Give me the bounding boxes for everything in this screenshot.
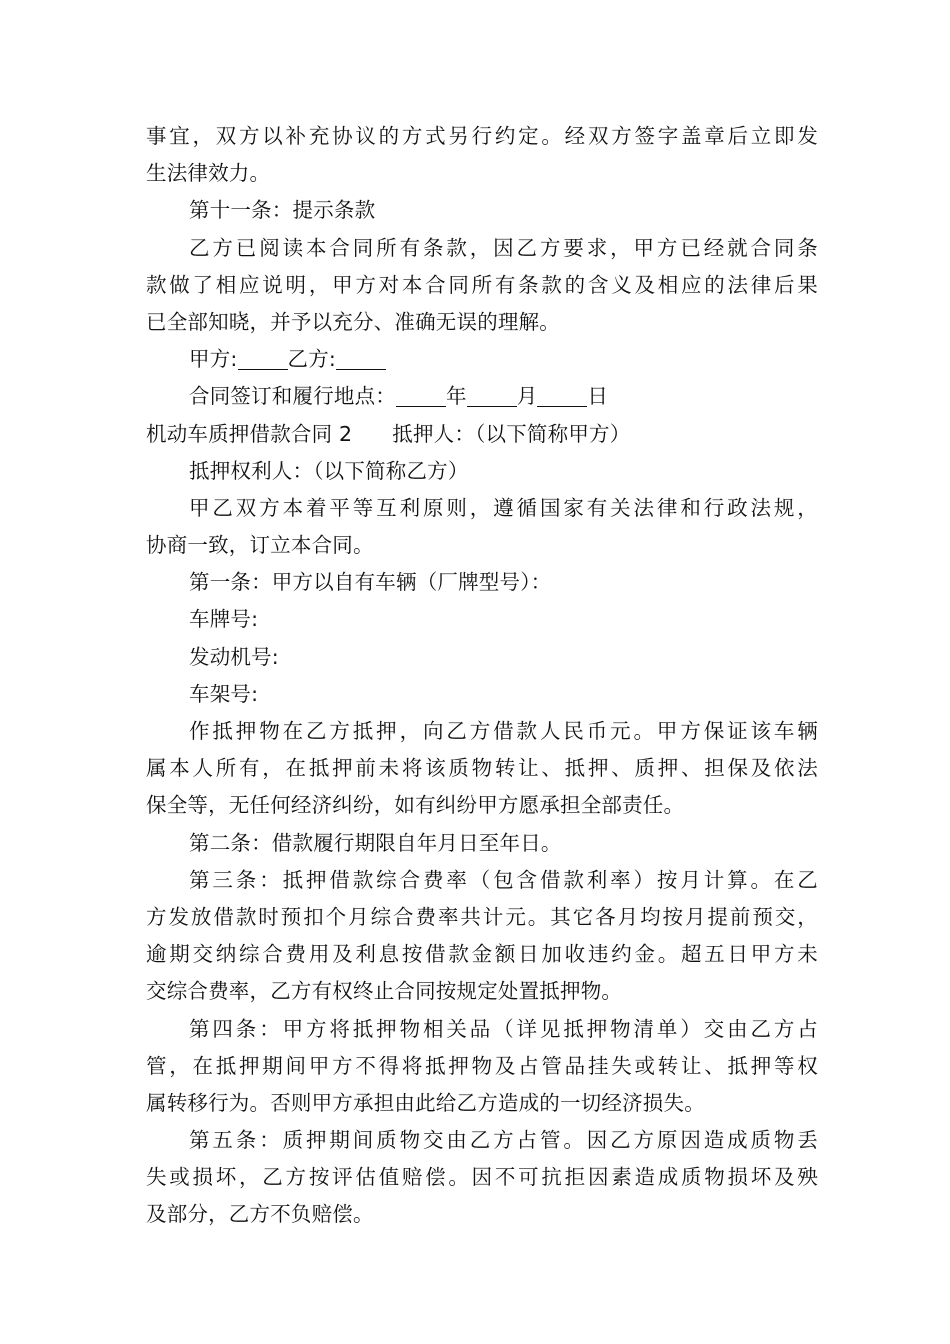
paragraph-line: 属转移行为。否则甲方承担由此给乙方造成的一切经济损失。 [146,1090,705,1115]
paragraph-line: 失或损坏，乙方按评估值赔偿。因不可抗拒因素造成质物损坏及殃 [146,1165,818,1190]
month-label: 月 [516,384,538,409]
paragraph-line: 事宜，双方以补充协议的方式另行约定。经双方签字盖章后立即发 [146,124,818,148]
document-body [146,118,818,1234]
paragraph-line: 交综合费率，乙方有权终止合同按规定处置抵押物。 [146,979,623,1004]
contract-title-line [146,416,818,453]
paragraph-line: 抵押权利人：（以下简称乙方） [189,458,469,483]
paragraph-line: 甲乙双方本着平等互利原则，遵循国家有关法律和行政法规， [189,495,818,520]
year-label: 年 [446,384,467,409]
paragraph-line: 协商一致，订立本合同。 [146,533,374,558]
signature-line [146,341,818,378]
paragraph-line: 及部分，乙方不负赔偿。 [146,1202,374,1227]
day-blank [537,384,587,407]
field-label: 车架号: [189,681,259,706]
contract-title: 机动车质押借款合同 2 [146,421,353,446]
year-blank [396,384,446,407]
paragraph-line: 逾期交纳综合费用及利息按借款金额日加收违约金。超五日甲方未 [146,942,818,967]
field-label: 车牌号: [189,607,259,632]
day-label: 日 [587,384,609,409]
signing-place-label: 合同签订和履行地点： [189,384,396,409]
party-b-label: 乙方: [287,347,337,372]
party-a-label: 甲方: [189,347,238,372]
field-label: 发动机号: [189,644,279,669]
article-heading: 第一条：甲方以自有车辆（厂牌型号）： [189,570,552,595]
paragraph-line: 款做了相应说明，甲方对本合同所有条款的含义及相应的法律后果 [146,272,818,297]
paragraph-line: 生法律效力。 [146,161,271,186]
paragraph-line: 保全等，无任何经济纠纷，如有纠纷甲方愿承担全部责任。 [146,793,685,818]
paragraph-line: 第五条：质押期间质物交由乙方占管。因乙方原因造成质物丢 [189,1128,818,1153]
party-b-blank [336,347,386,370]
paragraph-line: 属本人所有，在抵押前未将该质物转让、抵押、质押、担保及依法 [146,756,818,781]
paragraph-line: 第三条：抵押借款综合费率（包含借款利率）按月计算。在乙 [189,867,818,892]
article-heading: 第二条：借款履行期限自年月日至年日。 [189,830,562,855]
paragraph-line: 已全部知晓，并予以充分、准确无误的理解。 [146,309,560,334]
article-heading: 第十一条：提示条款 [189,198,376,223]
paragraph-line: 方发放借款时预扣个月综合费率共计元。其它各月均按月提前预交， [146,904,818,929]
signing-place-line [146,378,818,415]
paragraph-line: 第四条：甲方将抵押物相关品（详见抵押物清单）交由乙方占 [189,1016,818,1041]
paragraph-line: 管，在抵押期间甲方不得将抵押物及占管品挂失或转让、抵押等权 [146,1053,818,1078]
mortgagor-label: 抵押人：（以下简称甲方） [392,421,631,446]
party-a-blank [238,347,288,370]
month-blank [467,384,517,407]
paragraph-line: 乙方已阅读本合同所有条款，因乙方要求，甲方已经就合同条 [189,235,818,260]
paragraph-line: 作抵押物在乙方抵押，向乙方借款人民币元。甲方保证该车辆 [189,719,818,743]
